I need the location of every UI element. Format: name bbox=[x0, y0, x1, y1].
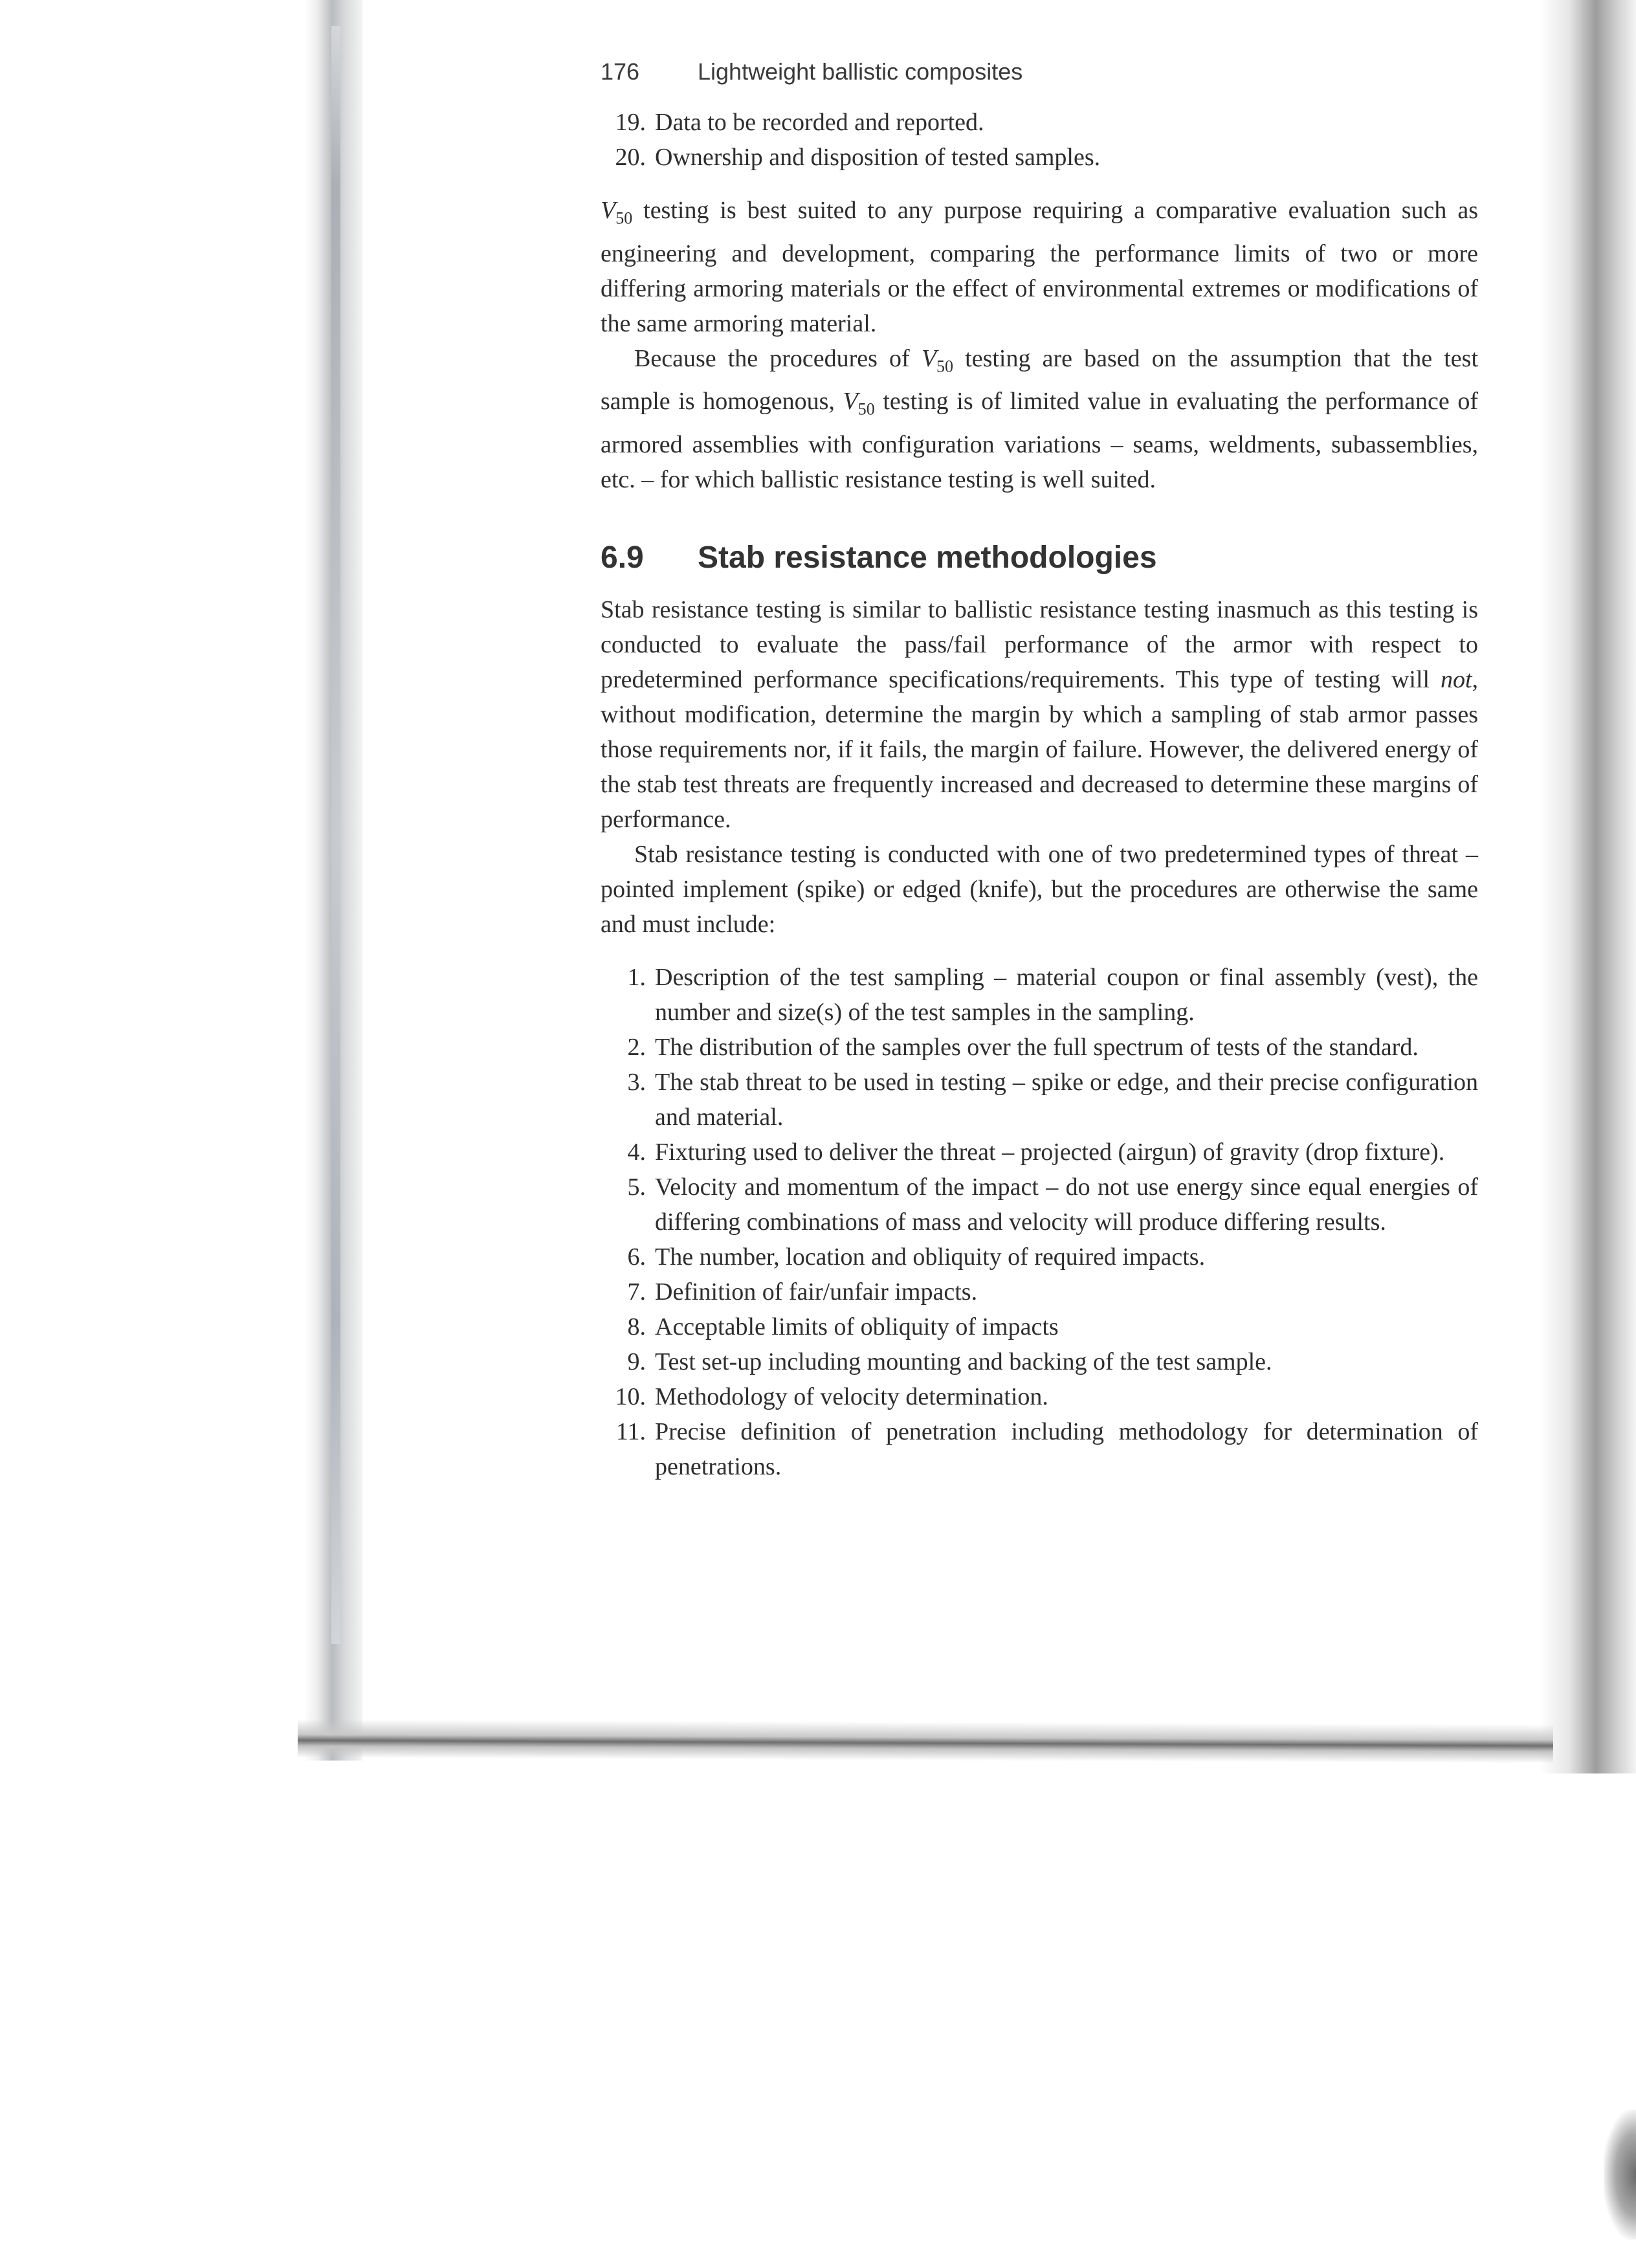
book-page bbox=[601, 58, 1478, 1484]
list-text: Precise definition of penetration including methodology for determination of penetrations. bbox=[655, 1418, 1478, 1480]
stab-paragraph-1-text-b: , without modification, determine the margin by which a sampling of stab armor passes those requirements nor, if it fails, the margin of failure. However, the delivered energy of the stab test threats are frequently increased and decreased to determine these margins of performance. bbox=[601, 665, 1478, 833]
list-number: 7. bbox=[627, 1278, 646, 1306]
list-item bbox=[601, 1170, 1478, 1240]
list-number: 8. bbox=[627, 1313, 646, 1340]
scan-right-shadow bbox=[1540, 0, 1636, 1773]
scan-page-bottom-edge bbox=[298, 1719, 1553, 1763]
list-number: 3. bbox=[627, 1068, 646, 1096]
list-item bbox=[601, 1274, 1478, 1309]
list-number: 20. bbox=[615, 144, 646, 171]
list-item bbox=[601, 1309, 1478, 1344]
list-text: The number, location and obliquity of required impacts. bbox=[655, 1243, 1206, 1271]
list-item bbox=[601, 105, 1478, 140]
v50-symbol: V bbox=[921, 344, 937, 372]
list-text: Description of the test sampling – material coupon or final assembly (vest), the number and size(s) of the test samples in the sampling. bbox=[655, 963, 1478, 1026]
list-text: Acceptable limits of obliquity of impacts bbox=[655, 1313, 1059, 1340]
section-number: 6.9 bbox=[601, 540, 644, 575]
list-number: 1. bbox=[627, 963, 646, 991]
v50-paragraph-2-text-b: testing are based on the assumption that the test sample is homogenous, bbox=[601, 344, 1479, 416]
list-text: Test set-up including mounting and backing of the test sample. bbox=[655, 1348, 1272, 1375]
v50-paragraph-2-text-c: testing is of limited value in evaluating the performance of armored assemblies with configuration variations – seams, weldments, subassemblies, etc. – for which ballistic resistance testing is well suited. bbox=[601, 388, 1478, 493]
v50-paragraph-1-text: testing is best suited to any purpose requiring a comparative evaluation such as engineering and development, comparing the performance limits of two or more differing armoring materials or the effect of environmental extremes or modifications of the same armoring material. bbox=[601, 197, 1478, 337]
list-number: 19. bbox=[615, 109, 646, 136]
list-text: Data to be recorded and reported. bbox=[655, 109, 984, 136]
scan-corner-artifact bbox=[1604, 2110, 1636, 2240]
list-number: 11. bbox=[615, 1418, 646, 1445]
list-item bbox=[601, 1135, 1478, 1170]
v50-symbol: V bbox=[843, 388, 858, 416]
list-text: The stab threat to be used in testing – spike or edge, and their precise configuration and material. bbox=[655, 1068, 1478, 1131]
list-text: Ownership and disposition of tested samples. bbox=[655, 144, 1101, 171]
v50-paragraph-2-text-a: Because the procedures of bbox=[634, 344, 922, 372]
v50-subscript: 50 bbox=[857, 399, 875, 419]
list-item bbox=[601, 1030, 1478, 1065]
list-number: 5. bbox=[627, 1173, 646, 1201]
list-text: Methodology of velocity determination. bbox=[655, 1383, 1048, 1410]
continued-list bbox=[601, 105, 1478, 175]
section-heading bbox=[601, 540, 1478, 575]
stab-paragraph-1 bbox=[601, 592, 1478, 837]
emphasis-text: not bbox=[1440, 665, 1472, 693]
list-item bbox=[601, 1240, 1478, 1274]
list-number: 2. bbox=[627, 1033, 646, 1061]
v50-subscript: 50 bbox=[615, 208, 633, 228]
page-number: 176 bbox=[601, 58, 640, 85]
list-item bbox=[601, 960, 1478, 1030]
v50-paragraph-1 bbox=[601, 193, 1478, 341]
list-item bbox=[601, 1065, 1478, 1135]
list-number: 6. bbox=[627, 1243, 646, 1271]
list-item bbox=[601, 1379, 1478, 1414]
running-head bbox=[601, 58, 1478, 85]
list-text: Velocity and momentum of the impact – do not use energy since equal energies of differing combinations of mass and velocity will produce differing results. bbox=[655, 1173, 1478, 1236]
stab-requirements-list bbox=[601, 960, 1478, 1484]
running-head-title: Lightweight ballistic composites bbox=[698, 58, 1023, 85]
list-item bbox=[601, 140, 1478, 175]
v50-subscript: 50 bbox=[936, 357, 954, 376]
list-number: 4. bbox=[627, 1138, 646, 1166]
scan-spine-mark bbox=[331, 26, 340, 1644]
list-text: Fixturing used to deliver the threat – projected (airgun) of gravity (drop fixture). bbox=[655, 1138, 1445, 1166]
v50-symbol: V bbox=[601, 197, 616, 224]
list-number: 9. bbox=[627, 1348, 646, 1375]
list-text: The distribution of the samples over the full spectrum of tests of the standard. bbox=[655, 1033, 1419, 1061]
v50-paragraph-2 bbox=[601, 341, 1478, 497]
list-number: 10. bbox=[615, 1383, 646, 1410]
list-item bbox=[601, 1414, 1478, 1484]
stab-paragraph-2: Stab resistance testing is conducted with one of two predetermined types of threat – pointed implement (spike) or edged (knife), but the procedures are otherwise the same and must include: bbox=[601, 840, 1478, 938]
list-item bbox=[601, 1344, 1478, 1379]
stab-paragraph-1-text-a: Stab resistance testing is similar to ballistic resistance testing inasmuch as this testing is conducted to evaluate the pass/fail performance of the armor with respect to predetermined performance specifications/requirements. This type of testing will bbox=[601, 595, 1478, 693]
list-text: Definition of fair/unfair impacts. bbox=[655, 1278, 978, 1306]
section-title: Stab resistance methodologies bbox=[698, 540, 1157, 575]
